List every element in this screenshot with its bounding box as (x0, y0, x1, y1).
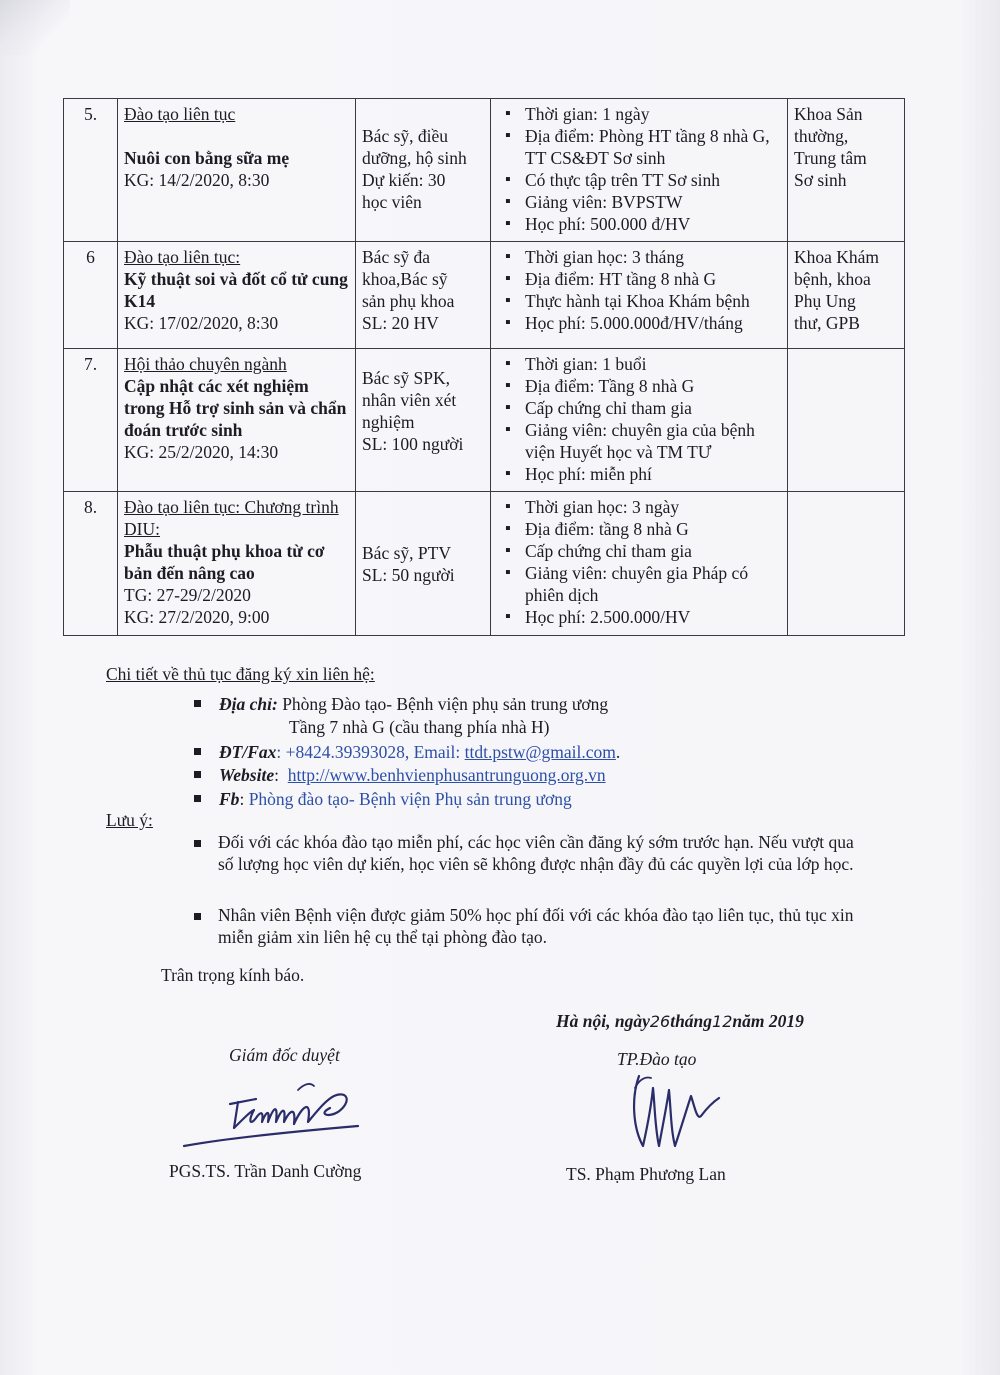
participants-line: Bác sỹ đa (362, 247, 431, 267)
detail-item: ▪ Cấp chứng chỉ tham gia (503, 397, 781, 419)
detail-item: ▪ Thời gian học: 3 tháng (503, 246, 781, 268)
course-category: Đào tạo liên tục (124, 104, 236, 124)
closing-text: Trân trọng kính báo. (161, 965, 305, 985)
participants-cell (356, 492, 491, 636)
bullet-icon (194, 913, 201, 920)
address-label: Địa chỉ: (219, 694, 278, 714)
participants-line: Bác sỹ SPK, (362, 368, 450, 388)
course-date: KG: 25/2/2020, 14:30 (124, 442, 279, 462)
detail-item: ▪ Địa điểm: Phòng HT tầng 8 nhà G, TT CS&ĐT Sơ sinh (503, 125, 781, 169)
website-line (194, 764, 606, 786)
course-category: Đào tạo liên tục: Chương trình DIU: (124, 497, 339, 539)
participants-line: SL: 50 người (362, 564, 455, 585)
website-label: Website (219, 765, 275, 785)
unit-cell (788, 492, 905, 636)
detail-item: ▪ Cấp chứng chỉ tham gia (503, 540, 781, 562)
address-line (194, 693, 608, 715)
email-suffix: . (615, 742, 621, 762)
course-cell (118, 349, 356, 492)
course-title: Kỹ thuật soi và đốt cổ tử cung K14 (124, 269, 348, 311)
details-cell (491, 99, 788, 242)
row-number: 8. (64, 492, 118, 636)
course-title: Nuôi con bằng sữa mẹ (124, 148, 290, 168)
participants-line: sản phụ khoa (362, 291, 455, 311)
website-link[interactable]: http://www.benhvienphusantrunguong.org.vn (287, 765, 606, 785)
course-category: Hội thảo chuyên ngành (124, 354, 287, 374)
address-value: Phòng Đào tạo- Bệnh viện phụ sản trung ương (282, 694, 609, 714)
right-signer-name: TS. Phạm Phương Lan (566, 1164, 726, 1184)
participants-line: nghiệm (362, 412, 415, 432)
participants-line: dưỡng, hộ sinh (362, 148, 467, 168)
bullet-icon (194, 700, 201, 707)
unit-cell (788, 242, 905, 349)
fb-label: Fb (219, 789, 240, 809)
course-cell (118, 99, 356, 242)
department-head-signature-icon (625, 1068, 725, 1158)
bullet-icon (194, 748, 201, 755)
course-title: Phẫu thuật phụ khoa từ cơ bản đến nâng cao (124, 541, 325, 583)
date-prefix: Hà nội, ngày (556, 1011, 650, 1031)
participants-line: Bác sỹ, điều (362, 126, 449, 146)
detail-item: ▪ Thực hành tại Khoa Khám bệnh (503, 290, 781, 312)
phone-value: : +8424.39393028, Email: (276, 742, 465, 762)
page-corner-fold (0, 0, 70, 55)
date-day: 26 (649, 1012, 671, 1031)
fb-line (194, 788, 572, 810)
participants-line: nhân viên xét (362, 390, 457, 410)
unit-cell (788, 99, 905, 242)
table-row (64, 242, 905, 349)
director-signature-icon (178, 1066, 378, 1156)
course-date: KG: 17/02/2020, 8:30 (124, 313, 279, 333)
bullet-icon (194, 771, 201, 778)
detail-item: ▪ Địa điểm: Tầng 8 nhà G (503, 375, 781, 397)
detail-item: ▪ Giảng viên: chuyên gia Pháp có phiên dịch (503, 562, 781, 606)
email-link[interactable]: ttdt.pstw@gmail.com (464, 742, 616, 762)
date-suffix: năm 2019 (732, 1011, 804, 1031)
table-row (64, 99, 905, 242)
details-cell (491, 492, 788, 636)
date-month: 12 (712, 1012, 733, 1031)
left-signer-title: Giám đốc duyệt (229, 1045, 340, 1065)
left-signer-name: PGS.TS. Trần Danh Cường (169, 1161, 362, 1181)
details-cell (491, 242, 788, 349)
participants-line: SL: 100 người (362, 434, 464, 454)
participants-line: học viên (362, 192, 422, 212)
detail-item: ▪ Thời gian học: 3 ngày (503, 496, 781, 518)
course-date: KG: 14/2/2020, 8:30 (124, 170, 270, 190)
note-staff-discount: Nhân viên Bệnh viện được giảm 50% học phí đối với các khóa đào tạo liên tục, thủ tục xin miễn giảm xin liên hệ cụ thể tại phòng đào tạo. (218, 905, 854, 947)
bullet-icon (194, 795, 201, 802)
participants-cell (356, 349, 491, 492)
date-line (556, 1011, 804, 1032)
contact-heading: Chi tiết về thủ tục đăng ký xin liên hệ: (106, 664, 375, 684)
participants-cell (356, 99, 491, 242)
detail-item: ▪ Học phí: 500.000 đ/HV (503, 213, 781, 235)
detail-item: ▪ Địa điểm: tầng 8 nhà G (503, 518, 781, 540)
unit-line: Sơ sinh (794, 170, 847, 190)
phone-label: ĐT/Fax (219, 742, 277, 762)
date-month-label: tháng (670, 1011, 713, 1031)
unit-line: Trung tâm (794, 148, 867, 168)
participants-line: SL: 20 HV (362, 313, 439, 333)
detail-item: ▪ Thời gian: 1 buổi (503, 353, 781, 375)
course-cell (118, 242, 356, 349)
fb-colon: : (239, 789, 249, 809)
detail-item: ▪ Giảng viên: chuyên gia của bệnh viện Huyết học và TM TƯ (503, 419, 781, 463)
course-date: TG: 27-29/2/2020 (124, 585, 251, 605)
notes-heading: Lưu ý: (106, 810, 153, 830)
detail-item: ▪ Học phí: 5.000.000đ/HV/tháng (503, 312, 781, 334)
fb-value[interactable]: Phòng đào tạo- Bệnh viện Phụ sản trung ương (248, 789, 572, 809)
participants-line: Dự kiến: 30 (362, 170, 446, 190)
phone-line (194, 741, 620, 763)
right-signer-title: TP.Đào tạo (617, 1049, 697, 1069)
detail-item: ▪ Học phí: miễn phí (503, 463, 781, 485)
note-free-courses: Đối với các khóa đào tạo miễn phí, các học viên cần đăng ký sớm trước hạn. Nếu vượt qua số lượng học viên dự kiến, học viên sẽ không được nhận đầy đủ các quyền lợi của lớp học. (218, 832, 854, 874)
row-number: 5. (64, 99, 118, 242)
details-cell (491, 349, 788, 492)
row-number: 6 (64, 242, 118, 349)
detail-item: ▪ Có thực tập trên TT Sơ sinh (503, 169, 781, 191)
detail-item: ▪ Học phí: 2.500.000/HV (503, 606, 781, 628)
unit-line: Phụ Ung (794, 291, 856, 311)
unit-line: bệnh, khoa (794, 269, 871, 289)
detail-item: ▪ Thời gian: 1 ngày (503, 103, 781, 125)
unit-cell (788, 349, 905, 492)
participants-line: Bác sỹ, PTV (362, 542, 451, 563)
detail-item: ▪ Giảng viên: BVPSTW (503, 191, 781, 213)
address-line-2: Tầng 7 nhà G (cầu thang phía nhà H) (289, 717, 550, 737)
course-cell (118, 492, 356, 636)
unit-line: thư, GPB (794, 313, 860, 333)
unit-line: Khoa Khám (794, 247, 880, 267)
bullet-icon (194, 840, 201, 847)
participants-line: khoa,Bác sỹ (362, 269, 448, 289)
table-row (64, 492, 905, 636)
unit-line: Khoa Sản (794, 104, 863, 124)
course-category: Đào tạo liên tục: (124, 247, 241, 267)
unit-line: thường, (794, 126, 849, 146)
course-title: Cập nhật các xét nghiệm trong Hỗ trợ sinh sản và chẩn đoán trước sinh (124, 376, 347, 440)
website-colon: : (274, 765, 288, 785)
row-number: 7. (64, 349, 118, 492)
participants-cell (356, 242, 491, 349)
course-start-date: KG: 27/2/2020, 9:00 (124, 607, 270, 627)
detail-item: ▪ Địa điểm: HT tầng 8 nhà G (503, 268, 781, 290)
course-table (63, 98, 905, 636)
table-row (64, 349, 905, 492)
